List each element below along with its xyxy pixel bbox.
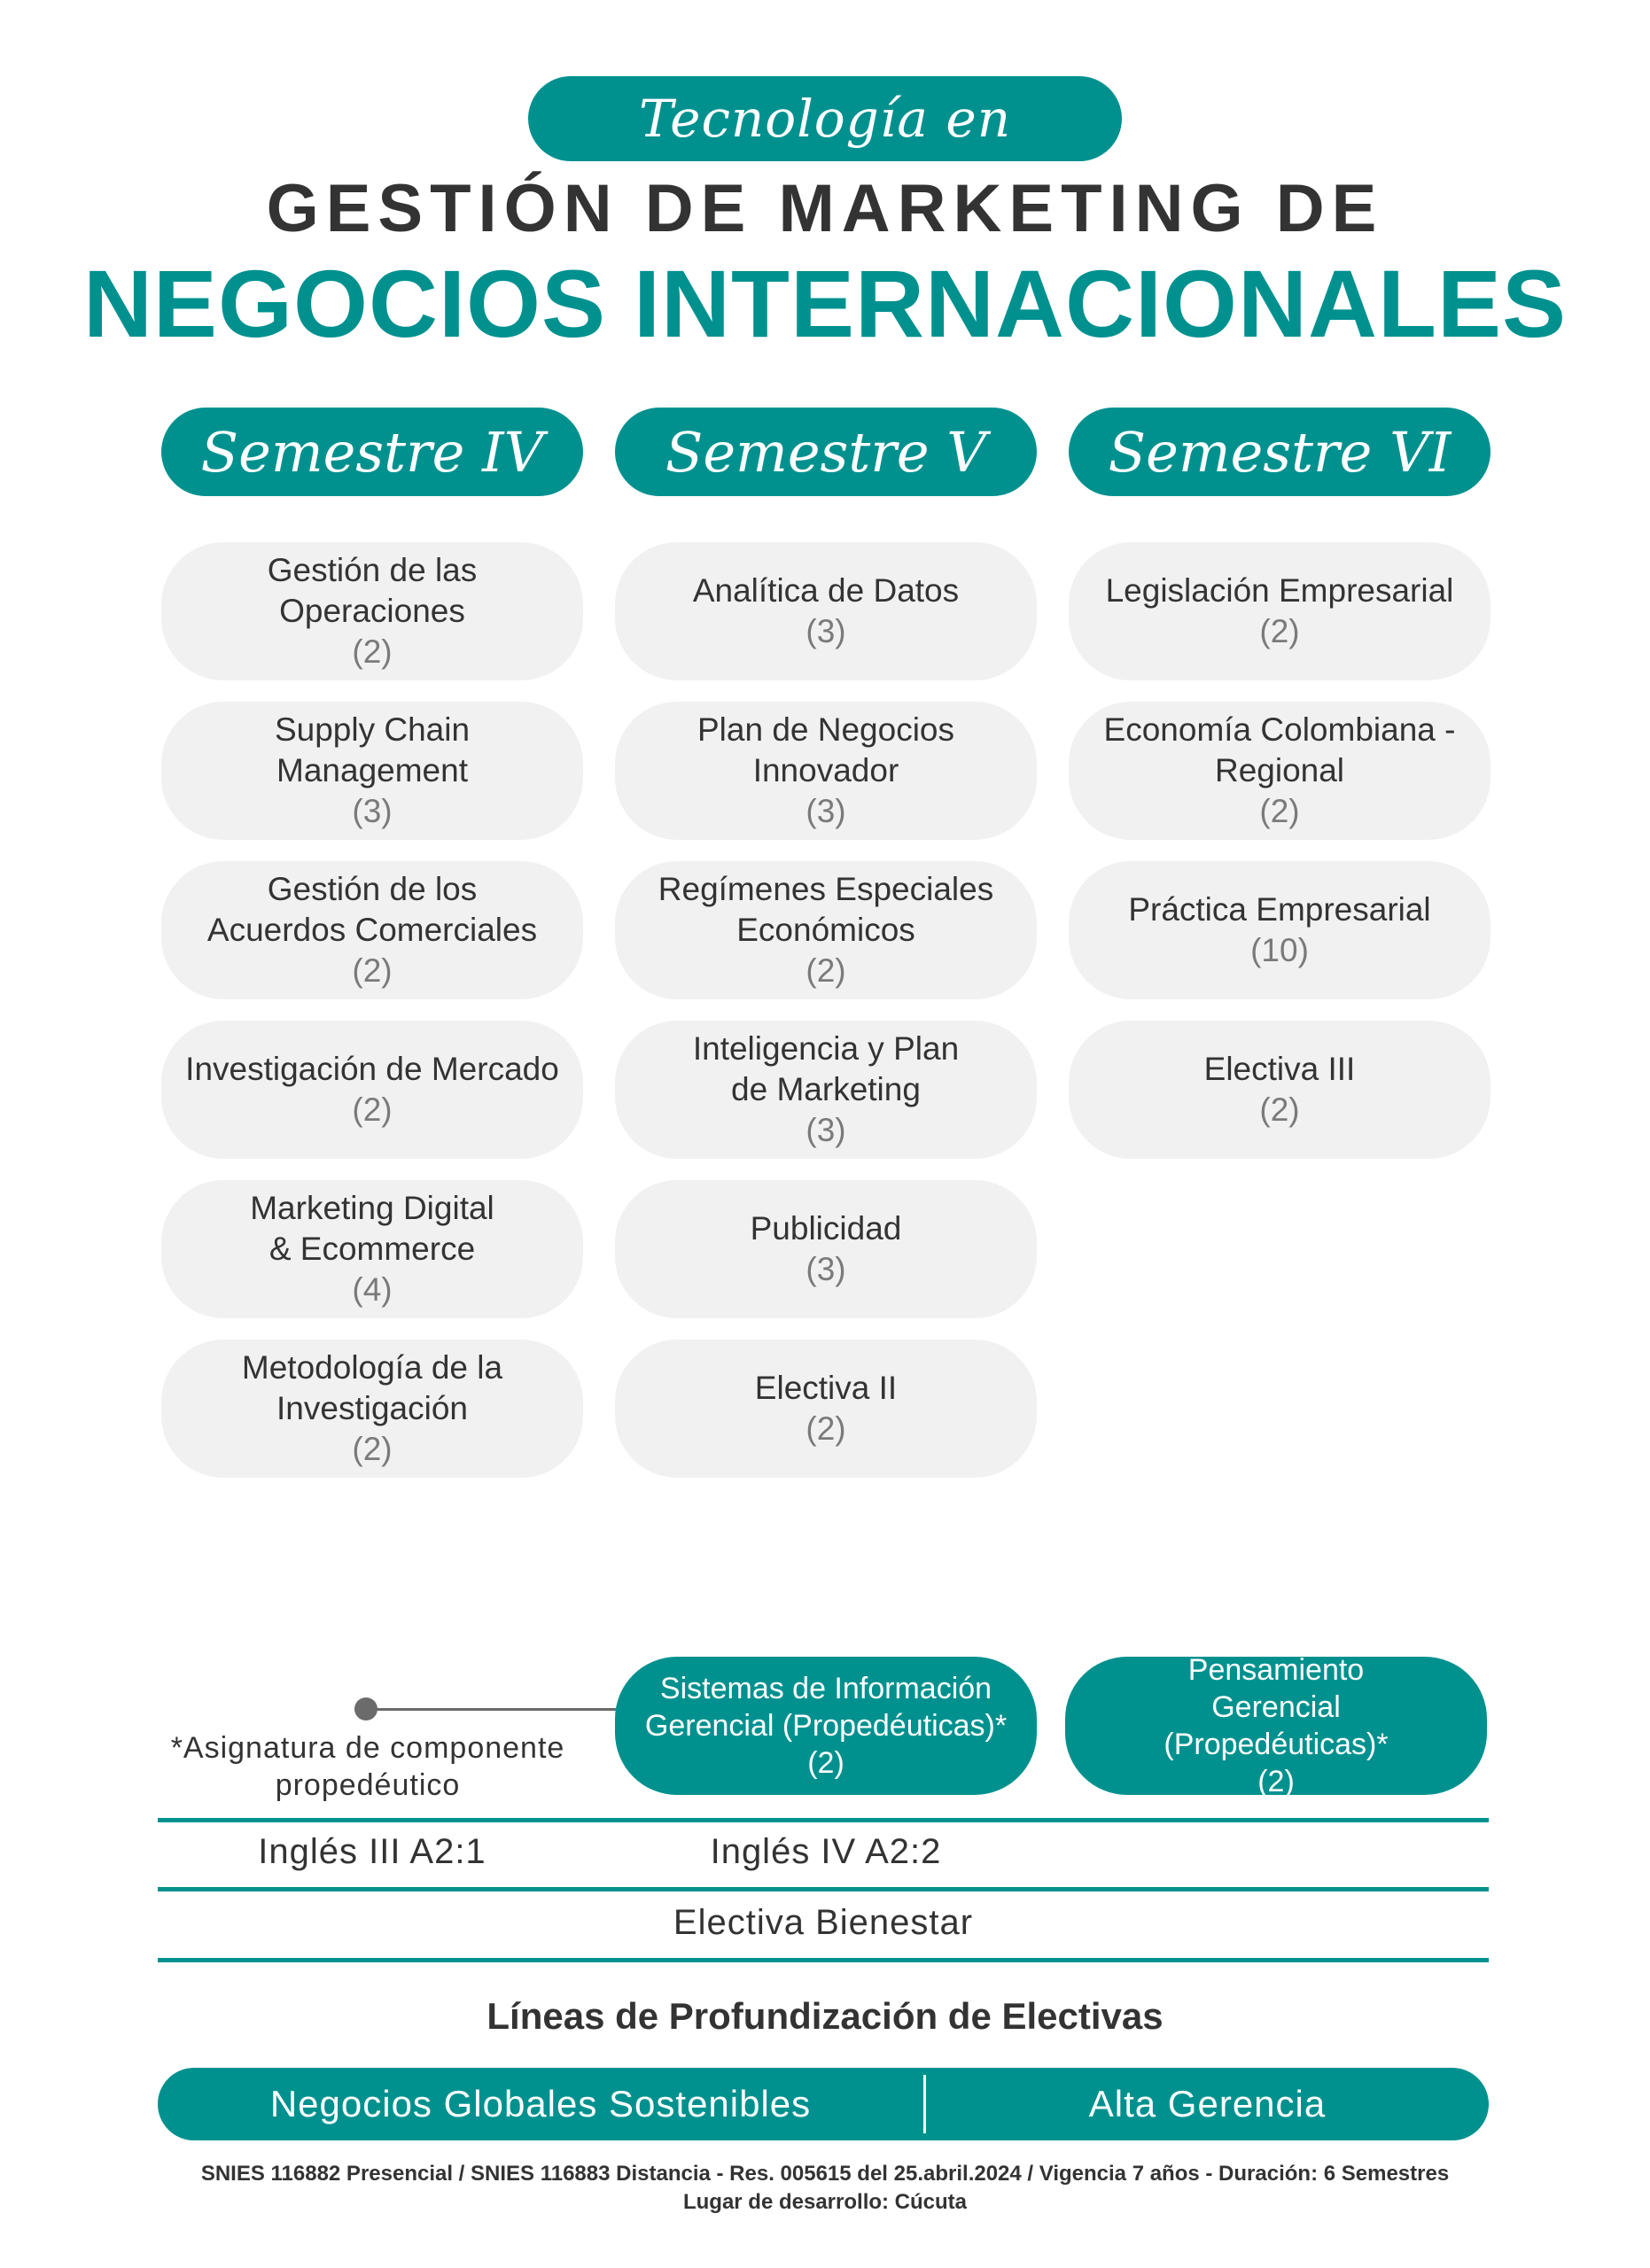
semester-header: Semestre IV — [161, 408, 583, 496]
course-name: Publicidad — [750, 1210, 902, 1247]
course-card — [161, 1180, 583, 1318]
course-card — [615, 1180, 1037, 1318]
course-name: Investigación de Mercado — [185, 1051, 559, 1087]
course-card — [161, 861, 583, 999]
page-title-line2: NEGOCIOS INTERNACIONALES — [82, 250, 1568, 357]
bienestar-elective: Electiva Bienestar — [673, 1903, 974, 1942]
course-name: Inteligencia y Plan de Marketing — [692, 1030, 960, 1107]
divider — [158, 1958, 1489, 1962]
course-credits: (2) — [806, 952, 846, 989]
course-credits: (3) — [352, 793, 393, 829]
course-credits: (2) — [352, 1091, 393, 1128]
course-credits: (2) — [352, 633, 393, 670]
course-name: Plan de Negocios Innovador — [697, 711, 955, 788]
elective-line-item: Alta Gerencia — [1088, 2083, 1327, 2124]
course-card — [1069, 1021, 1490, 1159]
course-name: Analítica de Datos — [692, 572, 960, 609]
semester-column-iv — [161, 408, 583, 1499]
course-card — [615, 861, 1037, 999]
course-name: Sistemas de Información Gerencial (Propedéuticas)* — [644, 1672, 1008, 1743]
course-card — [161, 542, 583, 680]
english-level-semester-iv: Inglés III A2:1 — [258, 1832, 486, 1871]
course-credits: (2) — [1259, 793, 1300, 829]
english-level-semester-v: Inglés IV A2:2 — [710, 1832, 942, 1871]
course-credits: (2) — [352, 1431, 393, 1467]
propaedeutic-legend: *Asignatura de componente propedéutico — [170, 1731, 565, 1802]
course-card — [161, 1340, 583, 1478]
course-card — [161, 1021, 583, 1159]
legend-connector — [372, 1708, 620, 1711]
footer-location: Lugar de desarrollo: Cúcuta — [682, 2190, 968, 2214]
page-title-line1: GESTIÓN DE MARKETING DE — [266, 171, 1384, 246]
course-name: Gestión de los Acuerdos Comerciales — [206, 871, 538, 948]
course-name: Supply Chain Management — [274, 711, 471, 788]
course-card — [1069, 861, 1490, 999]
course-card — [1069, 542, 1490, 680]
elective-lines-title: Líneas de Profundización de Electivas — [486, 1995, 1164, 2037]
program-type-badge — [528, 76, 1122, 161]
course-name: Legislación Empresarial — [1105, 572, 1454, 609]
course-credits: (2) — [807, 1746, 844, 1780]
course-name: Marketing Digital & Ecommerce — [250, 1190, 494, 1267]
course-credits: (3) — [806, 1112, 846, 1148]
course-name: Metodología de la Investigación — [241, 1349, 503, 1426]
course-card — [615, 702, 1037, 840]
course-name: Electiva II — [754, 1370, 898, 1406]
course-card — [615, 542, 1037, 680]
course-credits: (3) — [806, 793, 846, 829]
propaedeutic-course-card — [615, 1657, 1037, 1795]
course-card — [615, 1021, 1037, 1159]
course-name: Gestión de las Operaciones — [267, 552, 478, 629]
propaedeutic-course-card — [1065, 1653, 1487, 1798]
semester-header: Semestre VI — [1069, 408, 1490, 496]
program-type-label: Tecnología en — [638, 89, 1012, 149]
course-name: Regímenes Especiales Económicos — [658, 871, 994, 948]
course-credits: (3) — [806, 613, 846, 649]
course-credits: (2) — [806, 1410, 846, 1447]
course-card — [1069, 702, 1490, 840]
divider — [158, 1818, 1489, 1822]
course-name: Pensamiento Gerencial (Propedéuticas)* — [1164, 1653, 1389, 1761]
course-credits: (2) — [352, 952, 393, 989]
footer-registration-info: SNIES 116882 Presencial / SNIES 116883 Distancia - Res. 005615 del 25.abril.2024 / Vigencia 7 años - Duración: 6 Semestres — [200, 2162, 1450, 2186]
course-name: Práctica Empresarial — [1128, 891, 1431, 928]
course-card — [161, 702, 583, 840]
divider — [158, 1887, 1489, 1891]
course-name: Electiva III — [1203, 1051, 1356, 1087]
course-credits: (3) — [806, 1251, 846, 1287]
course-credits: (2) — [1259, 613, 1300, 649]
course-name: Economía Colombiana - Regional — [1103, 711, 1456, 788]
course-card — [615, 1340, 1037, 1478]
semester-column-vi — [1069, 408, 1490, 1180]
course-credits: (10) — [1250, 932, 1309, 968]
elective-line-item: Negocios Globales Sostenibles — [269, 2083, 812, 2124]
semester-header: Semestre V — [615, 408, 1037, 496]
course-credits: (2) — [1259, 1091, 1300, 1128]
semester-column-v — [615, 408, 1037, 1499]
course-credits: (4) — [352, 1271, 393, 1308]
course-credits: (2) — [1257, 1765, 1295, 1798]
elective-lines-bar — [158, 2068, 1489, 2140]
